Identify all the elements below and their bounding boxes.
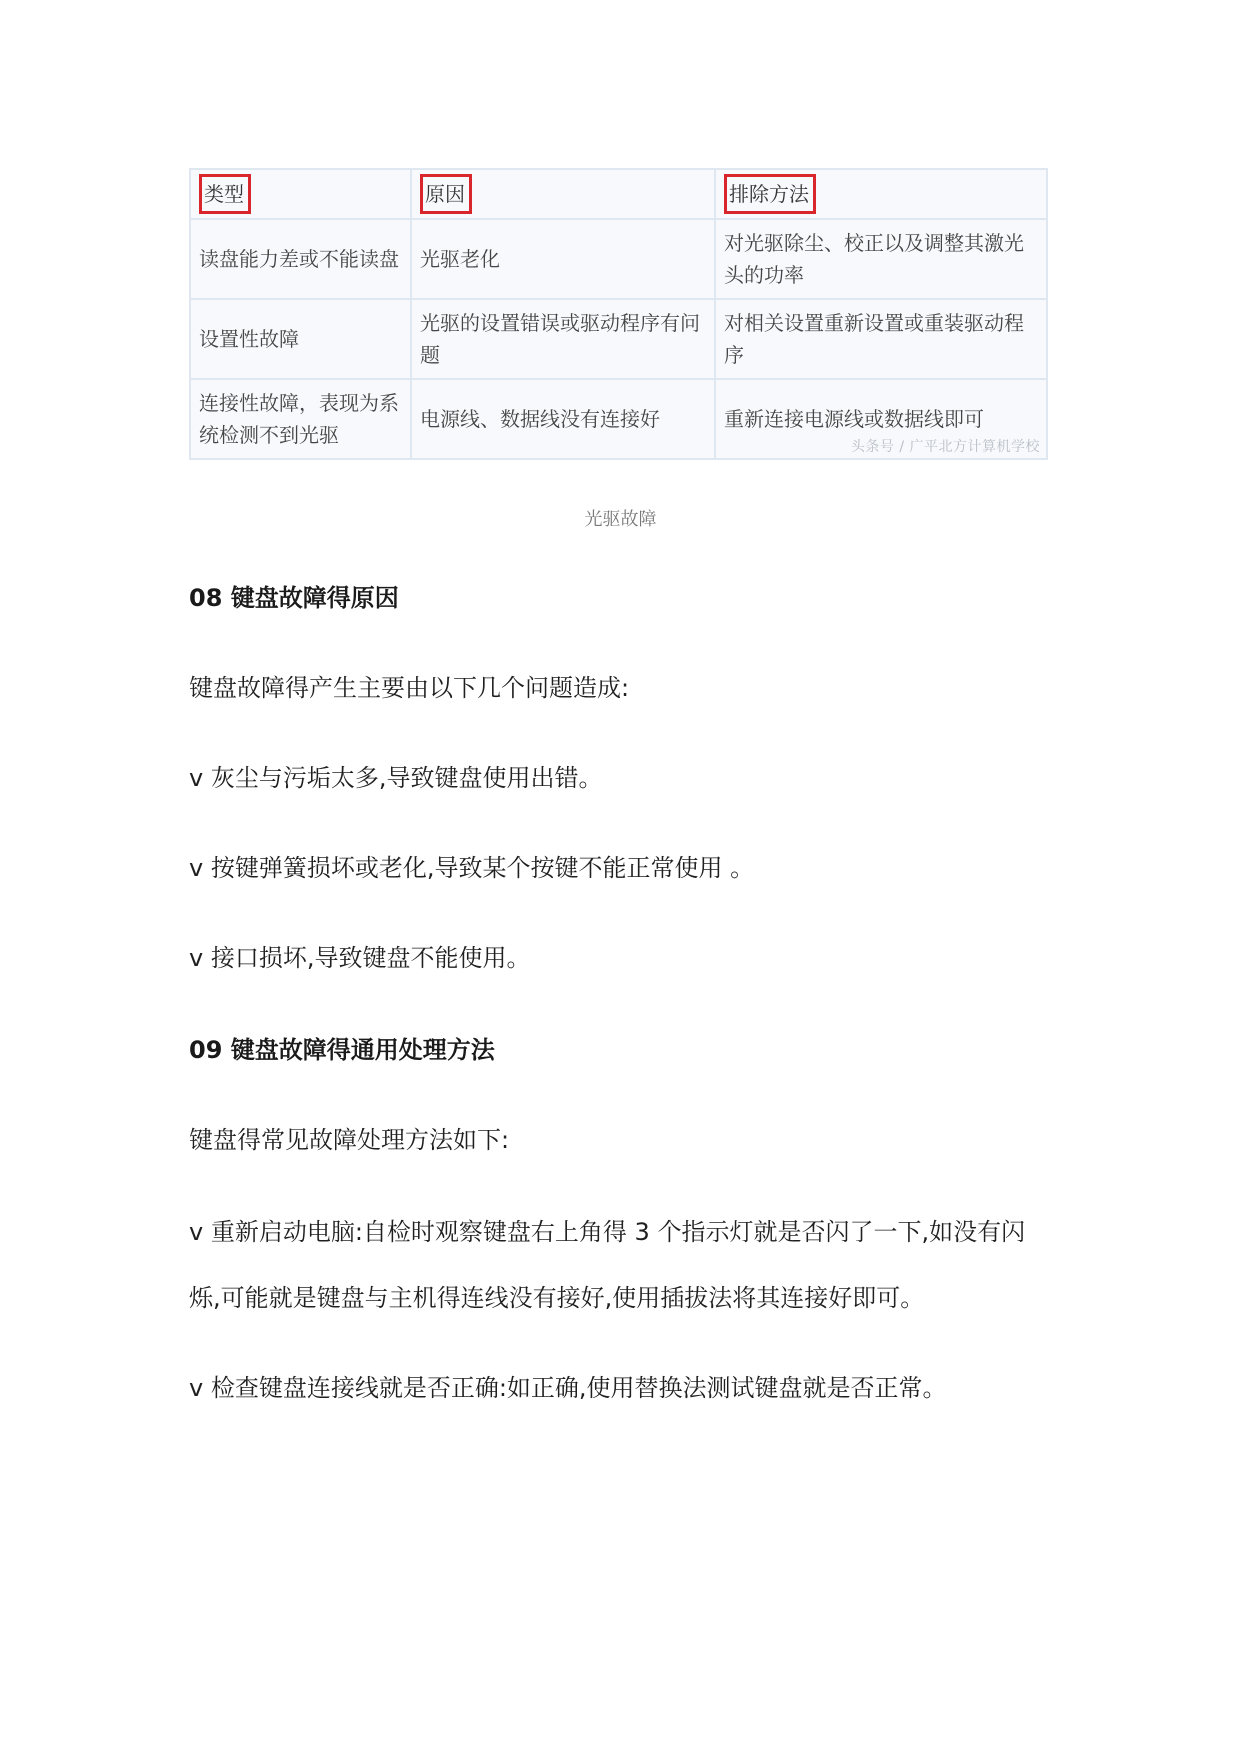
list-item: v 按键弹簧损坏或老化,导致某个按键不能正常使用 。: [189, 854, 755, 882]
header-cell-fix: [715, 169, 1047, 219]
table-cell: 连接性故障，表现为系统检测不到光驱: [190, 379, 411, 459]
header-type-label: 类型: [199, 174, 251, 214]
header-cell-cause: [411, 169, 715, 219]
table-cell: 光驱的设置错误或驱动程序有问题: [411, 299, 715, 379]
section-09-heading: 09 键盘故障得通用处理方法: [189, 1036, 495, 1064]
list-item: v 重新启动电脑:自检时观察键盘右上角得 3 个指示灯就是否闪了一下,如没有闪: [189, 1218, 1026, 1246]
table-row: [190, 219, 1047, 299]
cdrom-fault-table: [189, 168, 1048, 460]
table-cell: 对光驱除尘、校正以及调整其激光头的功率: [715, 219, 1047, 299]
table-cell: 光驱老化: [411, 219, 715, 299]
table-caption: 光驱故障: [584, 509, 657, 530]
section-08-heading: 08 键盘故障得原因: [189, 584, 399, 612]
table-cell: 电源线、数据线没有连接好: [411, 379, 715, 459]
table-header-row: [190, 169, 1047, 219]
table-cell: 设置性故障: [190, 299, 411, 379]
table-row: [190, 299, 1047, 379]
header-cause-label: 原因: [420, 174, 472, 214]
list-item-continuation: 烁,可能就是键盘与主机得连线没有接好,使用插拔法将其连接好即可。: [189, 1284, 925, 1312]
section-09-intro: 键盘得常见故障处理方法如下:: [189, 1126, 510, 1154]
cdrom-fault-table-image: [189, 168, 1046, 460]
list-item: v 检查键盘连接线就是否正确:如正确,使用替换法测试键盘就是否正常。: [189, 1374, 947, 1402]
header-cell-type: [190, 169, 411, 219]
list-item: v 接口损坏,导致键盘不能使用。: [189, 944, 531, 972]
table-cell: 对相关设置重新设置或重装驱动程序: [715, 299, 1047, 379]
table-cell: 读盘能力差或不能读盘: [190, 219, 411, 299]
section-08-intro: 键盘故障得产生主要由以下几个问题造成:: [189, 674, 630, 702]
image-watermark: 头条号 / 广平北方计算机学校: [850, 439, 1040, 455]
list-item: v 灰尘与污垢太多,导致键盘使用出错。: [189, 764, 603, 792]
table-cell: 重新连接电源线或数据线即可: [715, 379, 1047, 459]
header-fix-label: 排除方法: [724, 174, 816, 214]
